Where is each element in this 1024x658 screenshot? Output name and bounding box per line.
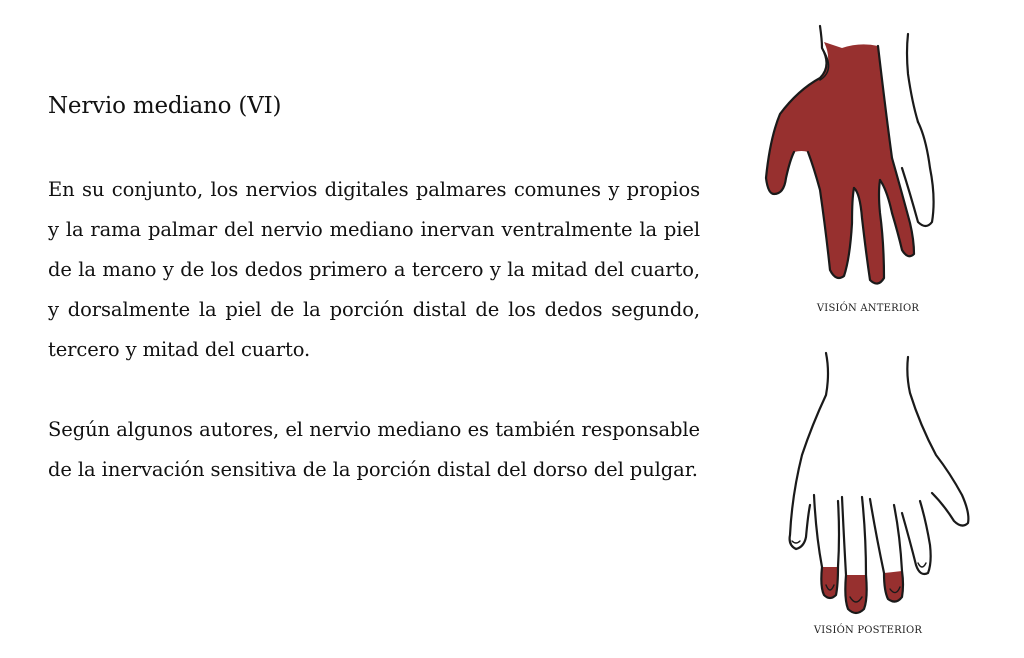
hand-posterior-illustration: [750, 345, 990, 620]
innervated-area-anterior: [766, 42, 914, 284]
paragraph-thumb-dorsum: Según algunos autores, el nervio mediano es también responsable de la inervación sensitiva de la porción distal del dorso del pulgar.: [48, 418, 700, 481]
text-column: [48, 88, 700, 490]
caption-posterior: VISIÓN POSTERIOR: [813, 625, 923, 636]
figure-anterior-view: [750, 18, 990, 318]
hand-anterior-illustration: [750, 18, 990, 298]
paragraph-innervation-overview: En su conjunto, los nervios digitales palmares comunes y propios y la rama palmar del nervio mediano inervan ventralmente la piel de la mano y de los dedos primero a tercero y la mitad del cuarto, y dorsalmente la piel de la porción distal de los dedos segundo, tercero y mitad del cuarto.: [48, 178, 700, 361]
section-title: Nervio mediano (VI): [48, 93, 282, 119]
caption-anterior: VISIÓN ANTERIOR: [816, 303, 920, 314]
figure-posterior-view: [750, 345, 990, 643]
